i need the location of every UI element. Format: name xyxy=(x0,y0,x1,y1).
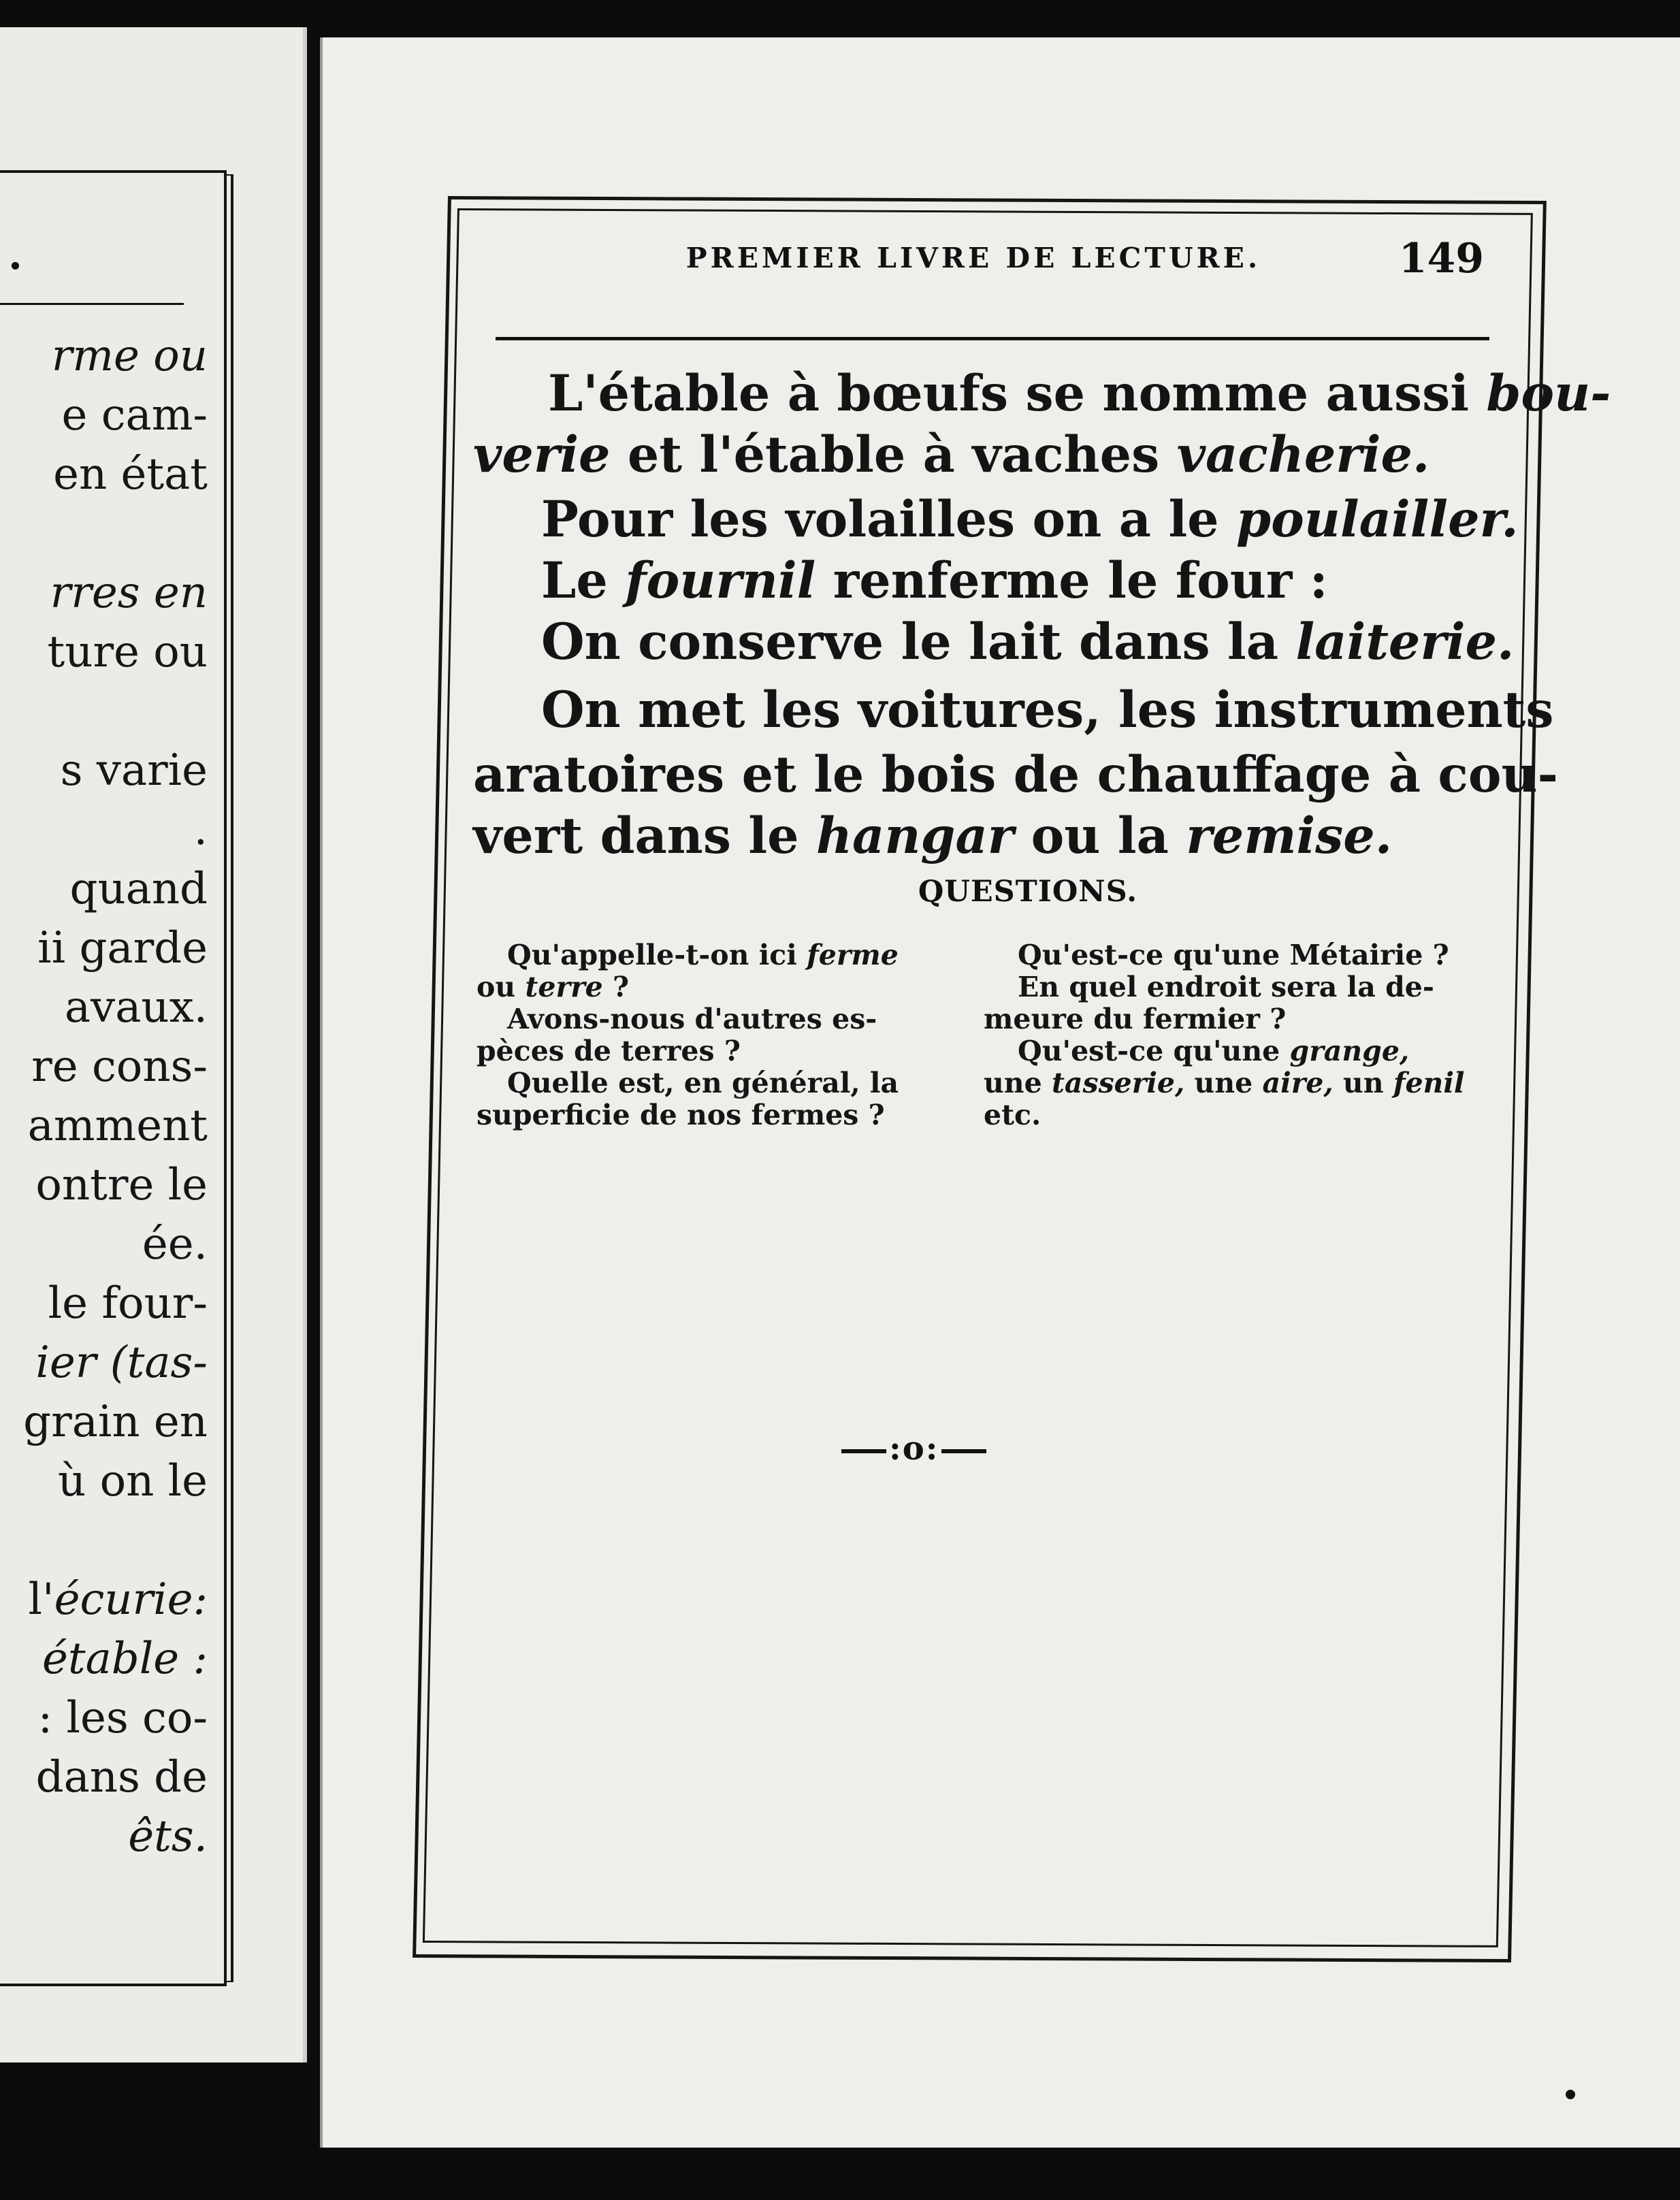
separator-dash-left xyxy=(841,1449,886,1453)
question-line-run: pèces de terres ? xyxy=(476,1035,741,1067)
left-page-line-run: quand xyxy=(69,864,208,914)
question-line-run: aire, xyxy=(1262,1067,1334,1099)
body-line-run: verie xyxy=(473,425,611,484)
body-line-run: laiterie. xyxy=(1295,613,1515,671)
question-line-run: etc. xyxy=(984,1099,1041,1131)
left-page-line xyxy=(0,504,208,564)
left-page-line-run: ù on le xyxy=(58,1456,208,1506)
body-line-run: remise. xyxy=(1186,807,1393,865)
body-line-run: On met les voitures, les instruments xyxy=(541,681,1554,739)
question-line-run: meure du fermier ? xyxy=(984,1003,1287,1035)
question-line-run: grange, xyxy=(1289,1035,1410,1067)
body-line-run: poulailler. xyxy=(1236,490,1519,549)
question-line-run: ? xyxy=(602,971,630,1003)
left-page-line xyxy=(0,1274,208,1333)
left-page-line-run: ii garde xyxy=(37,923,208,973)
left-page-line-run: écurie: xyxy=(54,1574,208,1625)
left-page-text xyxy=(0,327,208,1866)
question-line xyxy=(507,1003,877,1035)
header-rule xyxy=(496,337,1489,340)
left-page-line-run: ier ( xyxy=(35,1338,127,1388)
left-page-line-run: avaux. xyxy=(64,982,208,1033)
question-line-run: Quelle est, en général, la xyxy=(507,1067,899,1099)
body-line-run: fournil xyxy=(625,551,816,610)
body-line xyxy=(473,422,1429,488)
question-line-run: une xyxy=(1184,1067,1263,1099)
left-header-rule xyxy=(0,303,184,305)
question-line xyxy=(984,1067,1465,1099)
left-page-line xyxy=(0,1452,208,1511)
left-page-line xyxy=(0,978,208,1037)
running-head: PREMIER LIVRE DE LECTURE. xyxy=(685,242,1261,274)
question-line xyxy=(476,971,629,1003)
question-line-run: superficie de nos fermes ? xyxy=(476,1099,885,1131)
question-line-run: ferme xyxy=(807,939,899,971)
question-line xyxy=(1018,971,1434,1003)
left-page-line-run: ontre le xyxy=(35,1160,208,1210)
separator-dash-right xyxy=(941,1449,986,1453)
body-line xyxy=(473,742,1558,808)
left-page-line xyxy=(0,682,208,741)
left-page-line xyxy=(0,741,208,800)
body-line-run: vacherie. xyxy=(1176,425,1430,484)
left-page-fragment xyxy=(0,27,307,2062)
question-line-run: une xyxy=(984,1067,1052,1099)
question-line xyxy=(476,1099,885,1131)
body-line-run: et l'étable à vaches xyxy=(610,425,1177,484)
body-line-run: On conserve le lait dans la xyxy=(541,613,1296,671)
question-line-run: un xyxy=(1333,1067,1393,1099)
page-number: 149 xyxy=(1398,235,1484,282)
left-page-line xyxy=(0,445,208,504)
left-page-line xyxy=(0,1630,208,1689)
left-page-line xyxy=(0,327,208,386)
left-page-line xyxy=(0,860,208,919)
body-line-run: vert dans le xyxy=(473,807,816,865)
edge-speck xyxy=(1566,2090,1575,2099)
left-page-line xyxy=(0,623,208,682)
left-page-line-run: ée. xyxy=(142,1219,208,1269)
left-page-line-run: êts. xyxy=(128,1811,208,1862)
body-line xyxy=(541,677,1553,743)
left-page-line-run: e cam- xyxy=(61,390,208,440)
left-page-line-run: re cons- xyxy=(31,1041,208,1092)
question-line-run: En quel endroit sera la de- xyxy=(1018,971,1434,1003)
body-line-run: bou- xyxy=(1486,364,1611,423)
left-page-line xyxy=(0,1570,208,1630)
body-line-run: L'étable à bœufs se nomme aussi xyxy=(548,364,1487,423)
left-page-line xyxy=(0,1156,208,1215)
body-line-run: hangar xyxy=(815,807,1014,865)
question-line xyxy=(507,939,899,971)
left-header-fragment: . xyxy=(8,231,22,279)
left-page-line-run: rme ou xyxy=(51,331,208,381)
question-line xyxy=(1018,939,1449,971)
left-page-line xyxy=(0,1748,208,1807)
body-line xyxy=(548,361,1611,427)
left-page-line xyxy=(0,1097,208,1156)
body-line-run: aratoires et le bois de chauffage à cou- xyxy=(473,745,1558,804)
left-page-line-run: amment xyxy=(27,1101,208,1151)
left-page-line-run: étable : xyxy=(42,1634,208,1684)
left-page-line xyxy=(0,1511,208,1570)
left-page-line-run: le four- xyxy=(48,1278,208,1329)
question-line-run: terre xyxy=(525,971,603,1003)
question-line-run: ou xyxy=(476,971,526,1003)
left-page-line xyxy=(0,919,208,978)
body-line-run: ou la xyxy=(1014,807,1186,865)
question-line-run: Qu'appelle-t-on ici xyxy=(507,939,807,971)
left-page-line xyxy=(0,386,208,445)
body-line xyxy=(541,609,1514,675)
left-page-line-run: l' xyxy=(28,1574,54,1625)
body-line xyxy=(541,487,1519,553)
question-line xyxy=(984,1003,1286,1035)
left-page-line xyxy=(0,1689,208,1748)
question-line-run: fenil xyxy=(1393,1067,1465,1099)
question-line xyxy=(984,1099,1041,1131)
left-page-line-run: rres en xyxy=(50,568,208,618)
left-page-line-run: dans de xyxy=(35,1752,208,1802)
left-page-line-run: s varie xyxy=(60,745,208,796)
question-line xyxy=(507,1067,899,1099)
left-page-line-run: : les co- xyxy=(37,1693,208,1743)
question-line xyxy=(1018,1035,1409,1067)
left-page-line xyxy=(0,800,208,860)
body-line-run: Le xyxy=(541,551,626,610)
left-page-line xyxy=(0,1333,208,1393)
body-line-run: Pour les volailles on a le xyxy=(541,490,1237,549)
question-line-run: tasserie, xyxy=(1051,1067,1185,1099)
question-line xyxy=(476,1035,741,1067)
body-line xyxy=(541,548,1328,614)
left-page-line-run: . xyxy=(193,805,208,855)
question-line-run: Qu'est-ce qu'une Métairie ? xyxy=(1018,939,1449,971)
separator xyxy=(839,1429,989,1468)
left-page-line xyxy=(0,1037,208,1097)
body-line xyxy=(473,803,1392,869)
left-page-line-run: tas- xyxy=(127,1338,208,1388)
left-page-line-run: en état xyxy=(53,449,208,500)
page-content xyxy=(473,225,1611,1518)
separator-mark: :o: xyxy=(889,1429,939,1468)
left-page-line xyxy=(0,564,208,623)
left-page-line-run: grain en xyxy=(23,1397,208,1447)
question-line-run: Qu'est-ce qu'une xyxy=(1018,1035,1290,1067)
body-line-run: renferme le four : xyxy=(815,551,1328,610)
left-page-line-run: ture ou xyxy=(47,627,208,677)
questions-title: QUESTIONS. xyxy=(918,875,1138,909)
left-page-line xyxy=(0,1393,208,1452)
question-line-run: Avons-nous d'autres es- xyxy=(507,1003,877,1035)
left-page-line xyxy=(0,1215,208,1274)
left-page-line xyxy=(0,1807,208,1866)
